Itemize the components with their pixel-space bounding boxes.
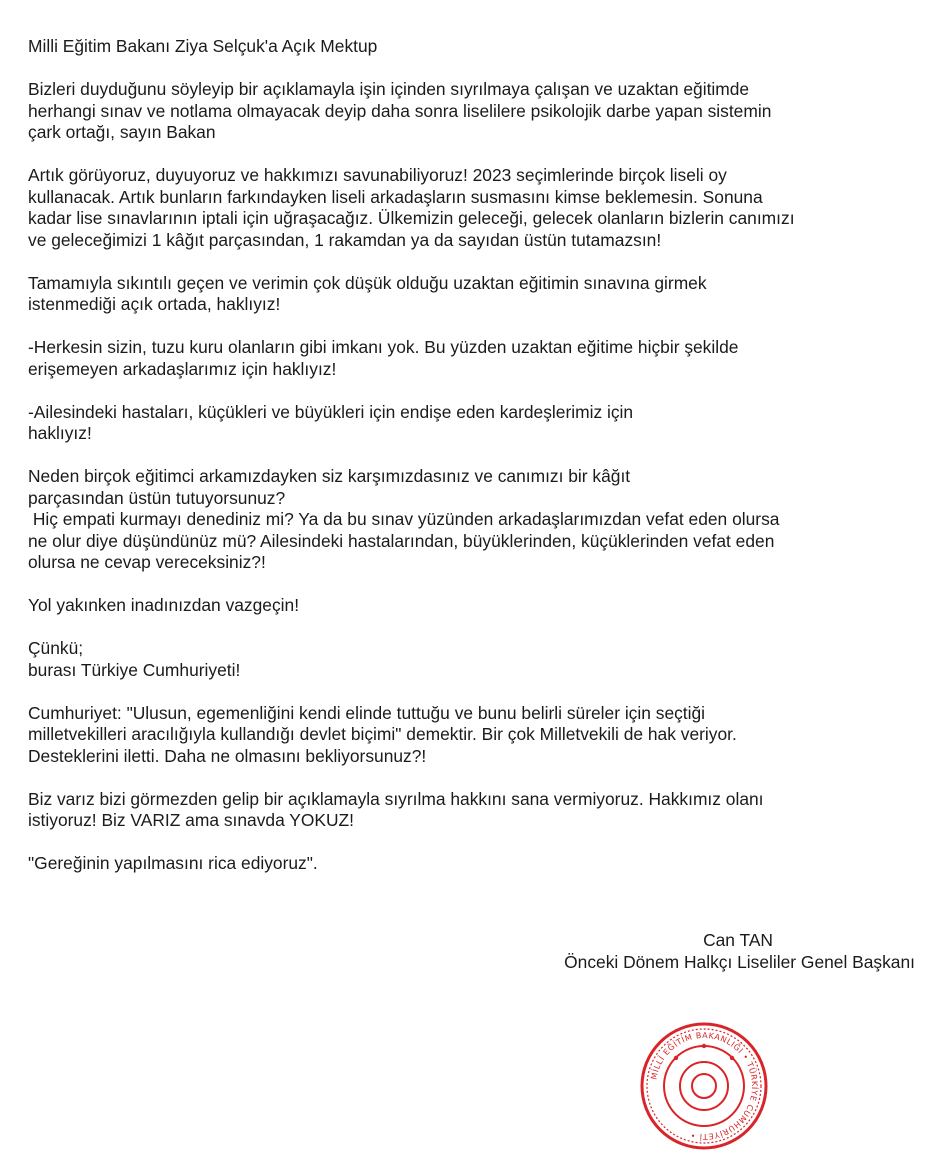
text-line: Biz varız bizi görmezden gelip bir açıklamayla sıyrılma hakkını sana vermiyoruz. Hakkımız olanı — [28, 788, 764, 809]
open-letter — [28, 36, 918, 875]
text-line: haklıyız! — [28, 423, 92, 443]
signature-block — [495, 930, 915, 973]
text-line: Yol yakınken inadınızdan vazgeçin! — [28, 595, 300, 615]
text-line: Cumhuriyet: "Ulusun, egemenliğini kendi elinde tuttuğu ve bunu belirli süreler için seçtiği — [28, 702, 706, 723]
signatory-role: Önceki Dönem Halkçı Liseliler Genel Başkanı — [564, 951, 915, 972]
paragraph-give-up — [28, 595, 918, 617]
text-line: kadar lise sınavlarının iptali için uğraşacağız. Ülkemizin geleceği, gelecek olanların bizlerin canımızı — [28, 208, 795, 228]
text-line: erişemeyen arkadaşlarımız için haklıyız! — [28, 358, 337, 379]
paragraph-no-access — [28, 337, 918, 380]
text-line: kullanacak. Artık bunların farkındayken liseli arkadaşların susmasını kimse beklemesin. Sonuna — [28, 186, 763, 207]
text-line: Desteklerini iletti. Daha ne olmasını bekliyorsunuz?! — [28, 745, 427, 766]
text-line: olursa ne cevap vereceksiniz?! — [28, 552, 266, 572]
letter-title: Milli Eğitim Bakanı Ziya Selçuk'a Açık Mektup — [28, 36, 378, 56]
text-line: "Gereğinin yapılmasını rica ediyoruz". — [28, 853, 318, 873]
text-line: Hiç empati kurmayı denediniz mi? Ya da bu sınav yüzünden arkadaşlarımızdan vefat eden olursa — [28, 509, 780, 529]
text-line: milletvekilleri aracılığıyla kullandığı devlet biçimi" demektir. Bir çok Milletvekili de hak veriyor. — [28, 724, 737, 744]
text-line: istiyoruz! Biz VARIZ ama sınavda YOKUZ! — [28, 810, 355, 830]
text-line: -Ailesindeki hastaları, küçükleri ve büyükleri için endişe eden kardeşlerimiz için — [28, 401, 634, 422]
text-line: Çünkü; — [28, 638, 84, 658]
text-line: Artık görüyoruz, duyuyoruz ve hakkımızı savunabiliyoruz! 2023 seçimlerinde birçok liseli oy — [28, 165, 727, 185]
paragraph-addressing-minister — [28, 79, 918, 144]
text-line: çark ortağı, sayın Bakan — [28, 122, 216, 142]
signatory-name: Can TAN — [703, 930, 773, 950]
text-line: burası Türkiye Cumhuriyeti! — [28, 659, 241, 680]
text-line: Bizleri duyduğunu söyleyip bir açıklamayla işin içinden sıyrılmaya çalışan ve uzaktan eğitimde — [28, 79, 750, 99]
paragraph-remote-education — [28, 273, 918, 316]
paragraph-because — [28, 638, 918, 681]
text-line: ne olur diye düşündünüz mü? Ailesindeki hastalarından, büyüklerinden, küçüklerinden vefat eden — [28, 530, 775, 551]
paragraph-family-concerns — [28, 402, 918, 445]
text-line: parçasından üstün tutuyorsunuz? — [28, 487, 286, 508]
paragraph-we-exist — [28, 789, 918, 832]
text-line: herhangi sınav ve notlama olmayacak deyip daha sonra liselilere psikolojik darbe yapan sistemin — [28, 100, 772, 121]
text-line: istenmediği açık ortada, haklıyız! — [28, 294, 281, 314]
text-line: Tamamıyla sıkıntılı geçen ve verimin çok düşük olduğu uzaktan eğitimin sınavına girmek — [28, 272, 707, 293]
paragraph-2023-elections — [28, 165, 918, 251]
paragraph-questions — [28, 466, 918, 574]
ministry-seal-icon — [638, 1020, 770, 1152]
paragraph-closing-request — [28, 853, 918, 875]
text-line: -Herkesin sizin, tuzu kuru olanların gibi imkanı yok. Bu yüzden uzaktan eğitime hiçbir şekilde — [28, 337, 739, 357]
text-line: ve geleceğimizi 1 kâğıt parçasından, 1 rakamdan ya da sayıdan üstün tutamazsın! — [28, 229, 662, 250]
seal-ring-text: MİLLÎ EĞİTİM BAKANLIĞI • TÜRKİYE CUMHURİYETİ • — [649, 1030, 760, 1142]
text-line: Neden birçok eğitimci arkamızdayken siz karşımızdasınız ve canımızı bir kâğıt — [28, 466, 631, 486]
paragraph-republic-definition — [28, 703, 918, 768]
